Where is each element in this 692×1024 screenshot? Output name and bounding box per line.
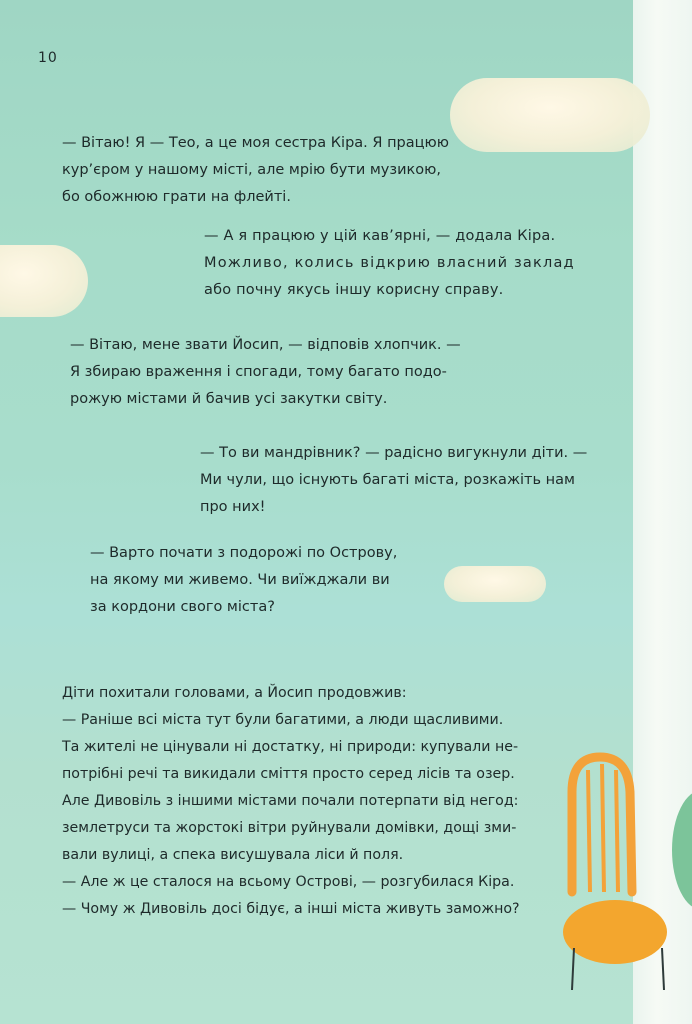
text-line: Та жителі не цінували ні достатку, ні природи: купували не-: [62, 739, 519, 755]
text-line: Діти похитали головами, а Йосип продовжив:: [62, 685, 407, 701]
text-line: — Вітаю! Я — Тео, а це моя сестра Кіра. Я працюю: [62, 135, 449, 151]
paragraph-story: [62, 680, 520, 923]
text-line: Я збираю враження і спогади, тому багато подо-: [70, 364, 447, 380]
text-line: вали вулиці, а спека висушувала ліси й поля.: [62, 847, 404, 863]
text-line: за кордони свого міста?: [90, 599, 275, 615]
page-number: 10: [38, 50, 58, 66]
cloud-top-right: [450, 78, 650, 152]
paragraph-island: [90, 540, 397, 621]
cloud-small-right: [444, 566, 546, 602]
text-line: потрібні речі та викидали сміття просто серед лісів та озер.: [62, 766, 515, 782]
text-line: — Вітаю, мене звати Йосип, — відповів хлопчик. —: [70, 337, 461, 353]
text-line: — А я працюю у цій кав’ярні, — додала Кіра.: [204, 228, 556, 244]
text-line: про них!: [200, 499, 266, 515]
text-line: — Варто почати з подорожі по Острову,: [90, 545, 398, 561]
text-line: — Але ж це сталося на всьому Острові, — розгубилася Кіра.: [62, 874, 515, 890]
paragraph-kira: [204, 223, 575, 304]
text-line: рожую містами й бачив усі закутки світу.: [70, 391, 388, 407]
chair-illustration: [560, 752, 670, 992]
cloud-left: [0, 245, 88, 317]
text-line: — Раніше всі міста тут були багатими, а люди щасливими.: [62, 712, 504, 728]
text-line: на якому ми живемо. Чи виїжджали ви: [90, 572, 390, 588]
text-line: кур’єром у нашому місті, але мрію бути музикою,: [62, 162, 441, 178]
text-line: землетруси та жорстокі вітри руйнували домівки, дощі зми-: [62, 820, 517, 836]
text-line: бо обожнюю грати на флейті.: [62, 189, 291, 205]
paragraph-teo: [62, 130, 449, 211]
text-line: Але Дивовіль з іншими містами почали потерпати від негод:: [62, 793, 519, 809]
paragraph-yosyp: [70, 332, 461, 413]
paragraph-children: [200, 440, 587, 521]
text-line: Ми чули, що існують багаті міста, розкажіть нам: [200, 472, 575, 488]
text-line: Можливо, колись відкрию власний заклад: [204, 255, 575, 271]
text-line: — То ви мандрівник? — радісно вигукнули діти. —: [200, 445, 588, 461]
text-line: або почну якусь іншу корисну справу.: [204, 282, 504, 298]
text-line: — Чому ж Дивовіль досі бідує, а інші міста живуть заможно?: [62, 901, 520, 917]
